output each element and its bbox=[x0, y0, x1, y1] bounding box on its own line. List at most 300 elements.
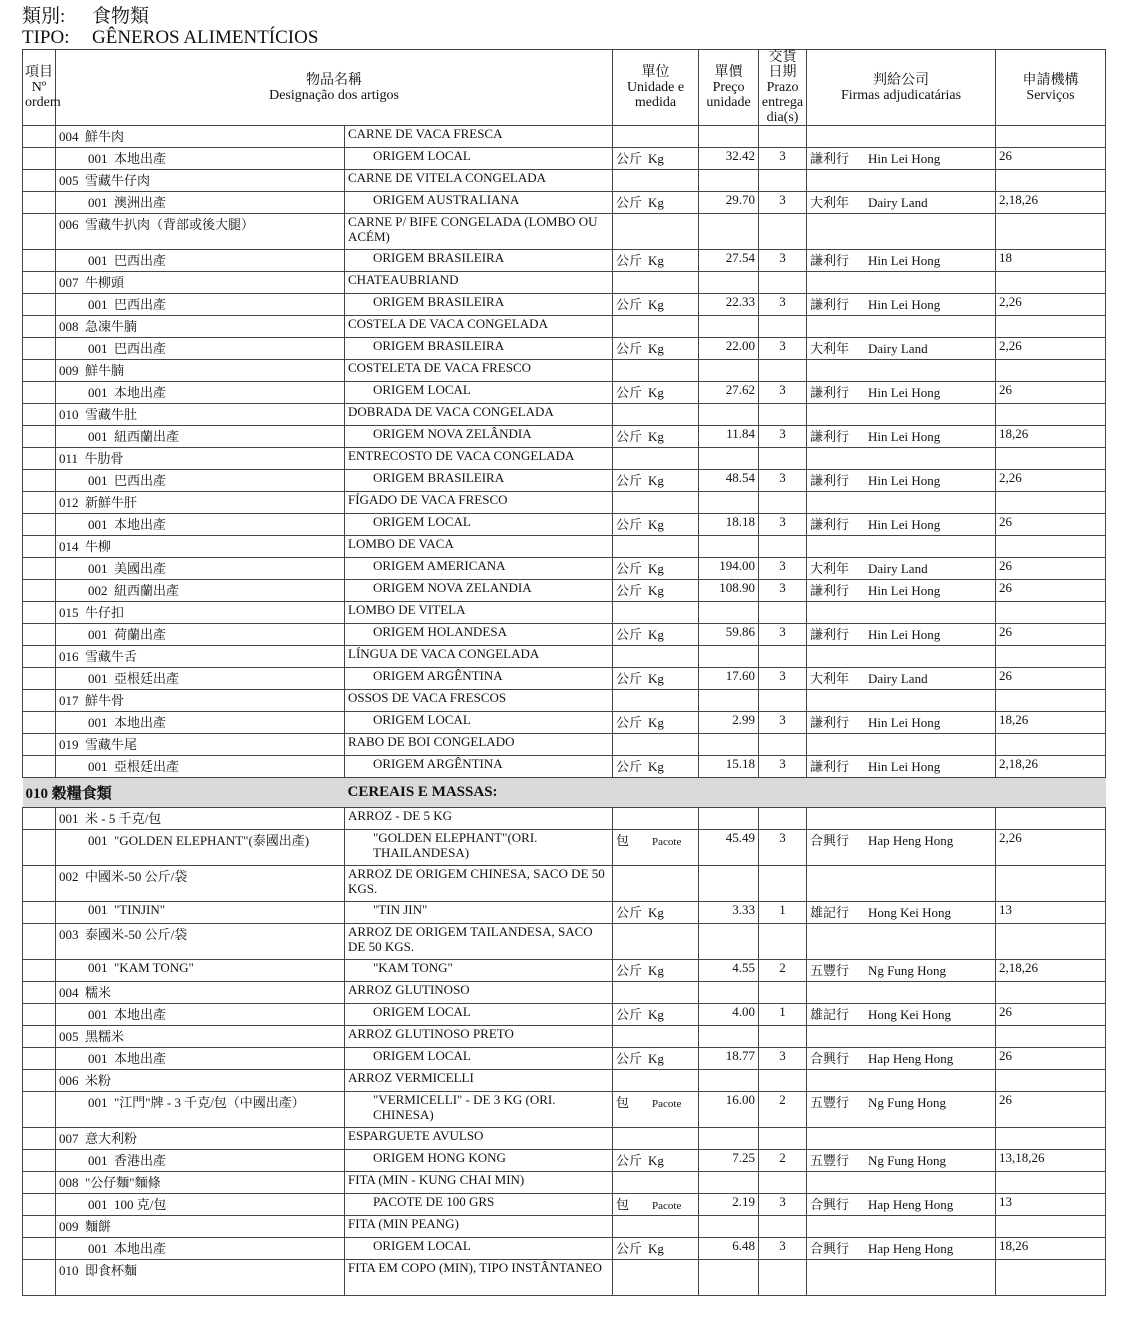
table-row bbox=[23, 1216, 1106, 1238]
item-code-name: 001 荷蘭出產 bbox=[56, 624, 345, 646]
row-marker-cell bbox=[23, 668, 56, 690]
table-row bbox=[23, 1172, 1106, 1194]
services-cell: 26 bbox=[996, 1004, 1106, 1026]
firm-cell bbox=[807, 1070, 996, 1092]
item-code-name: 001 紐西蘭出產 bbox=[56, 426, 345, 448]
row-marker-cell bbox=[23, 734, 56, 756]
item-code-name: 019 雪藏牛尾 bbox=[56, 734, 345, 756]
firm-cell: 大利年 Dairy Land bbox=[807, 338, 996, 360]
item-designation: ARROZ - DE 5 KG bbox=[345, 808, 613, 830]
item-designation: ARROZ DE ORIGEM TAILANDESA, SACO DE 50 KGS. bbox=[345, 924, 613, 960]
firm-cell: 雄記行 Hong Kei Hong bbox=[807, 1004, 996, 1026]
prazo-cell: 3 bbox=[759, 756, 807, 778]
services-cell bbox=[996, 448, 1106, 470]
table-row bbox=[23, 272, 1106, 294]
table-row bbox=[23, 426, 1106, 448]
table-row bbox=[23, 1150, 1106, 1172]
item-code-name: 001 巴西出產 bbox=[56, 294, 345, 316]
item-code-name: 007 意大利粉 bbox=[56, 1128, 345, 1150]
price-cell bbox=[699, 1172, 759, 1194]
firm-cell bbox=[807, 1172, 996, 1194]
row-marker-cell bbox=[23, 214, 56, 250]
firm-cell bbox=[807, 1260, 996, 1296]
row-marker-cell bbox=[23, 1092, 56, 1128]
table-row bbox=[23, 1092, 1106, 1128]
item-designation: LÍNGUA DE VACA CONGELADA bbox=[345, 646, 613, 668]
category-designation: CEREAIS E MASSAS: bbox=[345, 778, 1106, 808]
item-code-name: 001 巴西出產 bbox=[56, 250, 345, 272]
row-marker-cell bbox=[23, 558, 56, 580]
item-designation: ORIGEM BRASILEIRA bbox=[345, 250, 613, 272]
price-cell bbox=[699, 734, 759, 756]
firm-cell bbox=[807, 448, 996, 470]
services-cell bbox=[996, 404, 1106, 426]
unit-cell: 包 Pacote bbox=[613, 1194, 699, 1216]
item-code-name: 001 本地出產 bbox=[56, 1238, 345, 1260]
services-cell: 2,26 bbox=[996, 470, 1106, 492]
services-cell bbox=[996, 316, 1106, 338]
price-cell: 18.77 bbox=[699, 1048, 759, 1070]
item-designation: ORIGEM AMERICANA bbox=[345, 558, 613, 580]
price-cell: 22.33 bbox=[699, 294, 759, 316]
item-designation: ORIGEM LOCAL bbox=[345, 1004, 613, 1026]
prazo-cell: 3 bbox=[759, 1238, 807, 1260]
table-row bbox=[23, 1048, 1106, 1070]
item-code-name: 002 紐西蘭出產 bbox=[56, 580, 345, 602]
services-cell bbox=[996, 1216, 1106, 1238]
price-cell: 4.00 bbox=[699, 1004, 759, 1026]
row-marker-cell bbox=[23, 580, 56, 602]
unit-cell: 公斤 Kg bbox=[613, 558, 699, 580]
unit-cell: 公斤 Kg bbox=[613, 1150, 699, 1172]
item-code-name: 001 巴西出產 bbox=[56, 470, 345, 492]
firm-cell bbox=[807, 924, 996, 960]
price-cell: 27.54 bbox=[699, 250, 759, 272]
item-designation: PACOTE DE 100 GRS bbox=[345, 1194, 613, 1216]
services-cell: 26 bbox=[996, 580, 1106, 602]
services-cell bbox=[996, 924, 1106, 960]
prazo-cell: 3 bbox=[759, 830, 807, 866]
row-marker-cell bbox=[23, 1004, 56, 1026]
price-cell: 2.99 bbox=[699, 712, 759, 734]
firm-cell bbox=[807, 316, 996, 338]
item-designation: ARROZ GLUTINOSO bbox=[345, 982, 613, 1004]
services-cell: 26 bbox=[996, 1048, 1106, 1070]
item-code-name: 001 本地出產 bbox=[56, 514, 345, 536]
prazo-cell: 3 bbox=[759, 624, 807, 646]
item-code-name: 003 泰國米-50 公斤/袋 bbox=[56, 924, 345, 960]
services-cell: 2,26 bbox=[996, 338, 1106, 360]
unit-cell bbox=[613, 1026, 699, 1048]
table-row bbox=[23, 982, 1106, 1004]
table-row bbox=[23, 192, 1106, 214]
prazo-cell bbox=[759, 360, 807, 382]
item-code-name: 001 米 - 5 千克/包 bbox=[56, 808, 345, 830]
item-designation: COSTELA DE VACA CONGELADA bbox=[345, 316, 613, 338]
prazo-cell bbox=[759, 1216, 807, 1238]
firm-cell: 大利年 Dairy Land bbox=[807, 668, 996, 690]
unit-cell: 公斤 Kg bbox=[613, 712, 699, 734]
row-marker-cell bbox=[23, 808, 56, 830]
item-designation: OSSOS DE VACA FRESCOS bbox=[345, 690, 613, 712]
item-designation: ARROZ VERMICELLI bbox=[345, 1070, 613, 1092]
unit-cell: 公斤 Kg bbox=[613, 338, 699, 360]
table-row bbox=[23, 1004, 1106, 1026]
item-designation: LOMBO DE VITELA bbox=[345, 602, 613, 624]
item-designation: ORIGEM LOCAL bbox=[345, 514, 613, 536]
price-cell bbox=[699, 448, 759, 470]
services-cell: 2,26 bbox=[996, 294, 1106, 316]
firm-cell: 合興行 Hap Heng Hong bbox=[807, 830, 996, 866]
prazo-cell bbox=[759, 690, 807, 712]
services-cell: 2,26 bbox=[996, 830, 1106, 866]
row-marker-cell bbox=[23, 514, 56, 536]
price-cell bbox=[699, 866, 759, 902]
services-cell: 18,26 bbox=[996, 712, 1106, 734]
type-value: GÊNEROS ALIMENTÍCIOS bbox=[92, 27, 319, 48]
row-marker-cell bbox=[23, 1260, 56, 1296]
price-cell: 32.42 bbox=[699, 148, 759, 170]
unit-cell bbox=[613, 214, 699, 250]
table-row bbox=[23, 1194, 1106, 1216]
services-cell: 26 bbox=[996, 668, 1106, 690]
type-label: TIPO: bbox=[22, 27, 70, 48]
prazo-cell: 3 bbox=[759, 426, 807, 448]
firm-cell: 謙利行 Hin Lei Hong bbox=[807, 580, 996, 602]
services-cell bbox=[996, 126, 1106, 148]
item-designation: ORIGEM NOVA ZELÂNDIA bbox=[345, 426, 613, 448]
item-designation: ESPARGUETE AVULSO bbox=[345, 1128, 613, 1150]
unit-cell: 公斤 Kg bbox=[613, 382, 699, 404]
prazo-cell bbox=[759, 126, 807, 148]
price-cell: 48.54 bbox=[699, 470, 759, 492]
unit-cell bbox=[613, 492, 699, 514]
price-cell: 4.55 bbox=[699, 960, 759, 982]
item-code-name: 001 本地出產 bbox=[56, 1004, 345, 1026]
item-code-name: 014 牛柳 bbox=[56, 536, 345, 558]
category-code-name: 010 穀糧食類 bbox=[23, 778, 345, 808]
firm-cell bbox=[807, 808, 996, 830]
row-marker-cell bbox=[23, 492, 56, 514]
table-row bbox=[23, 316, 1106, 338]
row-marker-cell bbox=[23, 690, 56, 712]
row-marker-cell bbox=[23, 1216, 56, 1238]
firm-cell bbox=[807, 1216, 996, 1238]
table-row bbox=[23, 294, 1106, 316]
services-cell: 26 bbox=[996, 382, 1106, 404]
row-marker-cell bbox=[23, 1150, 56, 1172]
item-designation: ORIGEM BRASILEIRA bbox=[345, 338, 613, 360]
item-designation: ARROZ DE ORIGEM CHINESA, SACO DE 50 KGS. bbox=[345, 866, 613, 902]
item-code-name: 001 巴西出產 bbox=[56, 338, 345, 360]
prazo-cell: 2 bbox=[759, 1092, 807, 1128]
item-code-name: 001 本地出產 bbox=[56, 148, 345, 170]
item-designation: FÍGADO DE VACA FRESCO bbox=[345, 492, 613, 514]
firm-cell: 五豐行 Ng Fung Hong bbox=[807, 1150, 996, 1172]
item-code-name: 001 "KAM TONG" bbox=[56, 960, 345, 982]
unit-cell bbox=[613, 316, 699, 338]
item-code-name: 015 牛仔扣 bbox=[56, 602, 345, 624]
price-cell bbox=[699, 126, 759, 148]
services-cell bbox=[996, 982, 1106, 1004]
prazo-cell bbox=[759, 1128, 807, 1150]
table-row bbox=[23, 448, 1106, 470]
row-marker-cell bbox=[23, 1172, 56, 1194]
services-cell bbox=[996, 602, 1106, 624]
unit-cell: 公斤 Kg bbox=[613, 960, 699, 982]
item-designation: ORIGEM AUSTRALIANA bbox=[345, 192, 613, 214]
prazo-cell bbox=[759, 404, 807, 426]
services-cell: 2,18,26 bbox=[996, 756, 1106, 778]
table-row bbox=[23, 624, 1106, 646]
services-cell bbox=[996, 1128, 1106, 1150]
item-designation: ARROZ GLUTINOSO PRETO bbox=[345, 1026, 613, 1048]
item-code-name: 011 牛肋骨 bbox=[56, 448, 345, 470]
price-cell: 6.48 bbox=[699, 1238, 759, 1260]
prazo-cell: 3 bbox=[759, 338, 807, 360]
category-label: 類別: bbox=[22, 6, 66, 27]
services-cell bbox=[996, 492, 1106, 514]
table-row bbox=[23, 866, 1106, 902]
item-code-name: 001 美國出產 bbox=[56, 558, 345, 580]
unit-cell: 公斤 Kg bbox=[613, 624, 699, 646]
price-cell: 18.18 bbox=[699, 514, 759, 536]
price-cell bbox=[699, 1070, 759, 1092]
col-designation: 物品名稱 Designação dos artigos bbox=[56, 50, 613, 126]
table-row bbox=[23, 148, 1106, 170]
services-cell bbox=[996, 690, 1106, 712]
table-row bbox=[23, 558, 1106, 580]
table-row bbox=[23, 492, 1106, 514]
price-cell bbox=[699, 360, 759, 382]
unit-cell bbox=[613, 170, 699, 192]
item-code-name: 001 "TINJIN" bbox=[56, 902, 345, 924]
row-marker-cell bbox=[23, 756, 56, 778]
firm-cell: 謙利行 Hin Lei Hong bbox=[807, 712, 996, 734]
item-designation: "VERMICELLI" - DE 3 KG (ORI. CHINESA) bbox=[345, 1092, 613, 1128]
prazo-cell bbox=[759, 982, 807, 1004]
services-cell bbox=[996, 272, 1106, 294]
unit-cell: 公斤 Kg bbox=[613, 192, 699, 214]
firm-cell bbox=[807, 982, 996, 1004]
firm-cell bbox=[807, 690, 996, 712]
services-cell bbox=[996, 808, 1106, 830]
table-row bbox=[23, 536, 1106, 558]
item-code-name: 001 亞根廷出產 bbox=[56, 756, 345, 778]
item-code-name: 006 米粉 bbox=[56, 1070, 345, 1092]
row-marker-cell bbox=[23, 602, 56, 624]
item-code-name: 004 糯米 bbox=[56, 982, 345, 1004]
unit-cell: 公斤 Kg bbox=[613, 756, 699, 778]
prazo-cell: 3 bbox=[759, 250, 807, 272]
item-code-name: 005 黑糯米 bbox=[56, 1026, 345, 1048]
price-cell bbox=[699, 214, 759, 250]
item-code-name: 005 雪藏牛仔肉 bbox=[56, 170, 345, 192]
firm-cell: 謙利行 Hin Lei Hong bbox=[807, 470, 996, 492]
table-row bbox=[23, 1260, 1106, 1296]
services-cell: 18,26 bbox=[996, 426, 1106, 448]
item-code-name: 002 中國米-50 公斤/袋 bbox=[56, 866, 345, 902]
unit-cell bbox=[613, 808, 699, 830]
table-row bbox=[23, 902, 1106, 924]
prazo-cell bbox=[759, 1260, 807, 1296]
services-cell: 2,18,26 bbox=[996, 960, 1106, 982]
row-marker-cell bbox=[23, 624, 56, 646]
unit-cell bbox=[613, 404, 699, 426]
unit-cell bbox=[613, 126, 699, 148]
unit-cell: 公斤 Kg bbox=[613, 250, 699, 272]
price-cell: 59.86 bbox=[699, 624, 759, 646]
price-cell: 15.18 bbox=[699, 756, 759, 778]
category-line bbox=[22, 6, 149, 28]
price-cell: 11.84 bbox=[699, 426, 759, 448]
item-code-name: 001 100 克/包 bbox=[56, 1194, 345, 1216]
prazo-cell: 3 bbox=[759, 148, 807, 170]
unit-cell bbox=[613, 272, 699, 294]
row-marker-cell bbox=[23, 536, 56, 558]
services-cell bbox=[996, 734, 1106, 756]
item-designation: ORIGEM LOCAL bbox=[345, 382, 613, 404]
firm-cell bbox=[807, 734, 996, 756]
unit-cell bbox=[613, 448, 699, 470]
table-row bbox=[23, 1070, 1106, 1092]
firm-cell: 五豐行 Ng Fung Hong bbox=[807, 1092, 996, 1128]
firm-cell: 合興行 Hap Heng Hong bbox=[807, 1194, 996, 1216]
firm-cell: 謙利行 Hin Lei Hong bbox=[807, 426, 996, 448]
unit-cell bbox=[613, 602, 699, 624]
prazo-cell: 3 bbox=[759, 294, 807, 316]
item-code-name: 008 急凍牛腩 bbox=[56, 316, 345, 338]
table-row bbox=[23, 214, 1106, 250]
row-marker-cell bbox=[23, 866, 56, 902]
price-cell bbox=[699, 982, 759, 1004]
services-cell bbox=[996, 360, 1106, 382]
item-code-name: 001 "GOLDEN ELEPHANT"(泰國出產) bbox=[56, 830, 345, 866]
table-row bbox=[23, 924, 1106, 960]
firm-cell: 大利年 Dairy Land bbox=[807, 192, 996, 214]
table-row bbox=[23, 404, 1106, 426]
prazo-cell bbox=[759, 1026, 807, 1048]
item-code-name: 010 即食杯麵 bbox=[56, 1260, 345, 1296]
row-marker-cell bbox=[23, 448, 56, 470]
row-marker-cell bbox=[23, 646, 56, 668]
table-row bbox=[23, 250, 1106, 272]
firm-cell bbox=[807, 170, 996, 192]
row-marker-cell bbox=[23, 250, 56, 272]
unit-cell bbox=[613, 1070, 699, 1092]
price-cell bbox=[699, 808, 759, 830]
prazo-cell: 3 bbox=[759, 1048, 807, 1070]
item-code-name: 001 本地出產 bbox=[56, 1048, 345, 1070]
firm-cell bbox=[807, 126, 996, 148]
item-designation: CHATEAUBRIAND bbox=[345, 272, 613, 294]
price-cell: 27.62 bbox=[699, 382, 759, 404]
row-marker-cell bbox=[23, 924, 56, 960]
unit-cell bbox=[613, 1260, 699, 1296]
table-row bbox=[23, 580, 1106, 602]
row-marker-cell bbox=[23, 192, 56, 214]
item-designation: "GOLDEN ELEPHANT"(ORI. THAILANDESA) bbox=[345, 830, 613, 866]
item-code-name: 007 牛柳頭 bbox=[56, 272, 345, 294]
item-code-name: 001 本地出產 bbox=[56, 712, 345, 734]
row-marker-cell bbox=[23, 126, 56, 148]
item-designation: CARNE P/ BIFE CONGELADA (LOMBO OU ACÉM) bbox=[345, 214, 613, 250]
prazo-cell bbox=[759, 602, 807, 624]
price-table bbox=[22, 49, 1106, 1296]
col-prazo: 交貨 日期 Prazo entrega dia(s) bbox=[759, 50, 807, 126]
row-marker-cell bbox=[23, 830, 56, 866]
firm-cell bbox=[807, 272, 996, 294]
table-row bbox=[23, 668, 1106, 690]
col-firm: 判給公司 Firmas adjudicatárias bbox=[807, 50, 996, 126]
services-cell bbox=[996, 170, 1106, 192]
price-cell: 2.19 bbox=[699, 1194, 759, 1216]
firm-cell: 合興行 Hap Heng Hong bbox=[807, 1048, 996, 1070]
price-cell bbox=[699, 1026, 759, 1048]
table-row bbox=[23, 514, 1106, 536]
item-code-name: 010 雪藏牛肚 bbox=[56, 404, 345, 426]
price-cell: 7.25 bbox=[699, 1150, 759, 1172]
row-marker-cell bbox=[23, 902, 56, 924]
row-marker-cell bbox=[23, 272, 56, 294]
unit-cell bbox=[613, 924, 699, 960]
item-designation: ORIGEM LOCAL bbox=[345, 1048, 613, 1070]
unit-cell bbox=[613, 646, 699, 668]
price-cell: 17.60 bbox=[699, 668, 759, 690]
prazo-cell bbox=[759, 272, 807, 294]
item-designation: ORIGEM NOVA ZELANDIA bbox=[345, 580, 613, 602]
prazo-cell bbox=[759, 170, 807, 192]
item-code-name: 001 香港出產 bbox=[56, 1150, 345, 1172]
price-cell bbox=[699, 602, 759, 624]
prazo-cell: 3 bbox=[759, 192, 807, 214]
price-cell bbox=[699, 1216, 759, 1238]
table-row bbox=[23, 360, 1106, 382]
services-cell bbox=[996, 866, 1106, 902]
item-designation: ORIGEM LOCAL bbox=[345, 712, 613, 734]
services-cell bbox=[996, 214, 1106, 250]
services-cell: 13 bbox=[996, 902, 1106, 924]
price-cell: 16.00 bbox=[699, 1092, 759, 1128]
services-cell bbox=[996, 1026, 1106, 1048]
unit-cell: 公斤 Kg bbox=[613, 1004, 699, 1026]
firm-cell bbox=[807, 536, 996, 558]
prazo-cell: 1 bbox=[759, 1004, 807, 1026]
item-designation: "KAM TONG" bbox=[345, 960, 613, 982]
prazo-cell bbox=[759, 866, 807, 902]
services-cell bbox=[996, 1172, 1106, 1194]
row-marker-cell bbox=[23, 148, 56, 170]
item-code-name: 006 雪藏牛扒肉（背部或後大腿） bbox=[56, 214, 345, 250]
table-row bbox=[23, 1128, 1106, 1150]
prazo-cell: 2 bbox=[759, 960, 807, 982]
row-marker-cell bbox=[23, 338, 56, 360]
table-row bbox=[23, 960, 1106, 982]
price-cell: 108.90 bbox=[699, 580, 759, 602]
unit-cell: 公斤 Kg bbox=[613, 668, 699, 690]
firm-cell bbox=[807, 602, 996, 624]
prazo-cell: 3 bbox=[759, 514, 807, 536]
item-designation: DOBRADA DE VACA CONGELADA bbox=[345, 404, 613, 426]
unit-cell: 公斤 Kg bbox=[613, 294, 699, 316]
type-line bbox=[22, 27, 318, 49]
unit-cell bbox=[613, 734, 699, 756]
firm-cell bbox=[807, 866, 996, 902]
prazo-cell: 3 bbox=[759, 382, 807, 404]
firm-cell: 大利年 Dairy Land bbox=[807, 558, 996, 580]
services-cell bbox=[996, 536, 1106, 558]
col-services: 申請機構 Serviços bbox=[996, 50, 1106, 126]
